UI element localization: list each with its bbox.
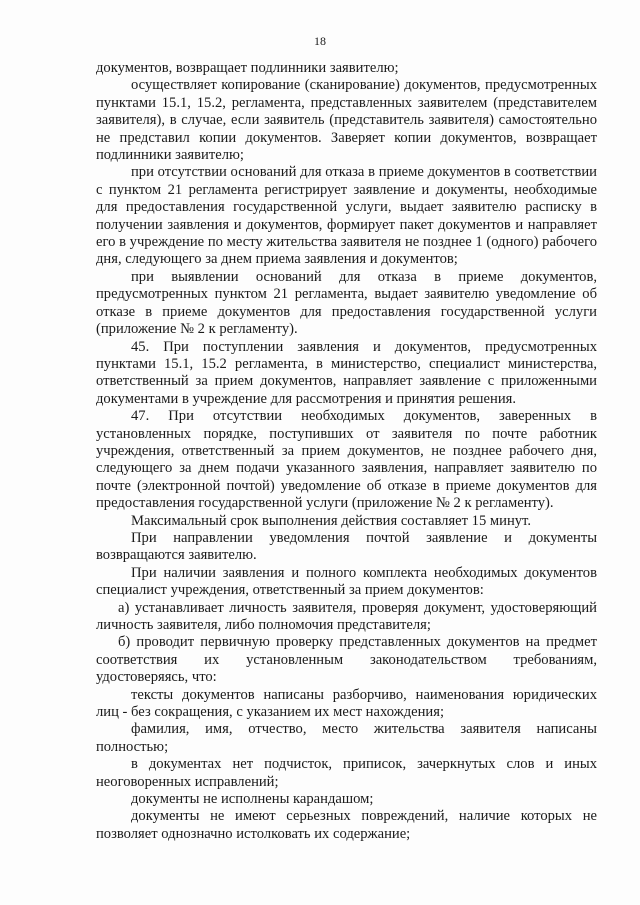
paragraph: документы не имеют серьезных повреждений, наличие которых не позволяет однозначно истолковать их содержание; <box>96 808 597 842</box>
paragraph: а) устанавливает личность заявителя, проверяя документ, удостоверяющий личность заявителя, либо полномочия представителя; <box>96 599 597 633</box>
page-number: 18 <box>314 34 326 48</box>
paragraph: 45. При поступлении заявления и документов, предусмотренных пунктами 15.1, 15.2 регламента, в министерство, специалист министерства, ответственный за прием документов, направляет заявление с приложенными документами в учреждение для рассмотрения и принятия решения. <box>96 338 597 407</box>
document-body <box>96 60 597 843</box>
paragraph: фамилия, имя, отчество, место жительства заявителя написаны полностью; <box>96 721 597 755</box>
paragraph: Максимальный срок выполнения действия составляет 15 минут. <box>131 512 531 529</box>
paragraph: осуществляет копирование (сканирование) документов, предусмотренных пунктами 15.1, 15.2, регламента, представленных заявителем (представителем заявителя), в случае, если заявитель (представитель заявителя) самостоятельно не представил копии документов. Заверяет копии документов, возвращает подлинники заявителю; <box>96 77 597 164</box>
paragraph: тексты документов написаны разборчиво, наименования юридических лиц - без сокращения, с указанием их мест нахождения; <box>96 686 597 721</box>
paragraph: документы не исполнены карандашом; <box>131 791 374 808</box>
paragraph: 47. При отсутствии необходимых документов, заверенных в установленных порядке, поступивших от заявителя по почте работник учреждения, ответственный за прием документов, не позднее рабочего дня, следующего за днем подачи указанного заявления, направляет заявителю по почте (электронной почтой) уведомление об отказе в приеме документов для предоставления государственной услуги (приложение № 2 к регламенту). <box>96 408 597 512</box>
paragraph: документов, возвращает подлинники заявителю; <box>96 60 399 76</box>
paragraph: При направлении уведомления почтой заявление и документы возвращаются заявителю. <box>96 529 597 564</box>
paragraph: в документах нет подчисток, приписок, зачеркнутых слов и иных неоговоренных исправлений; <box>96 756 597 790</box>
paragraph: при отсутствии оснований для отказа в приеме документов в соответствии с пунктом 21 регламента регистрирует заявление и документы, необходимые для предоставления государственной услуги, выдает заявителю расписку в получении заявления и документов, формирует пакет документов и направляет его в учреждение по месту жительства заявителя не позднее 1 (одного) рабочего дня, следующего за днем приема заявления и документов; <box>96 164 597 268</box>
paragraph: При наличии заявления и полного комплекта необходимых документов специалист учреждения, ответственный за прием документов: <box>96 564 597 599</box>
paragraph: при выявлении оснований для отказа в приеме документов, предусмотренных пунктом 21 регламента, выдает заявителю уведомление об отказе в приеме документов для предоставления государственной услуги (приложение № 2 к регламенту). <box>96 268 597 338</box>
paragraph: б) проводит первичную проверку представленных документов на предмет соответствия их установленным законодательством требованиям, удостоверяясь, что: <box>96 634 597 686</box>
